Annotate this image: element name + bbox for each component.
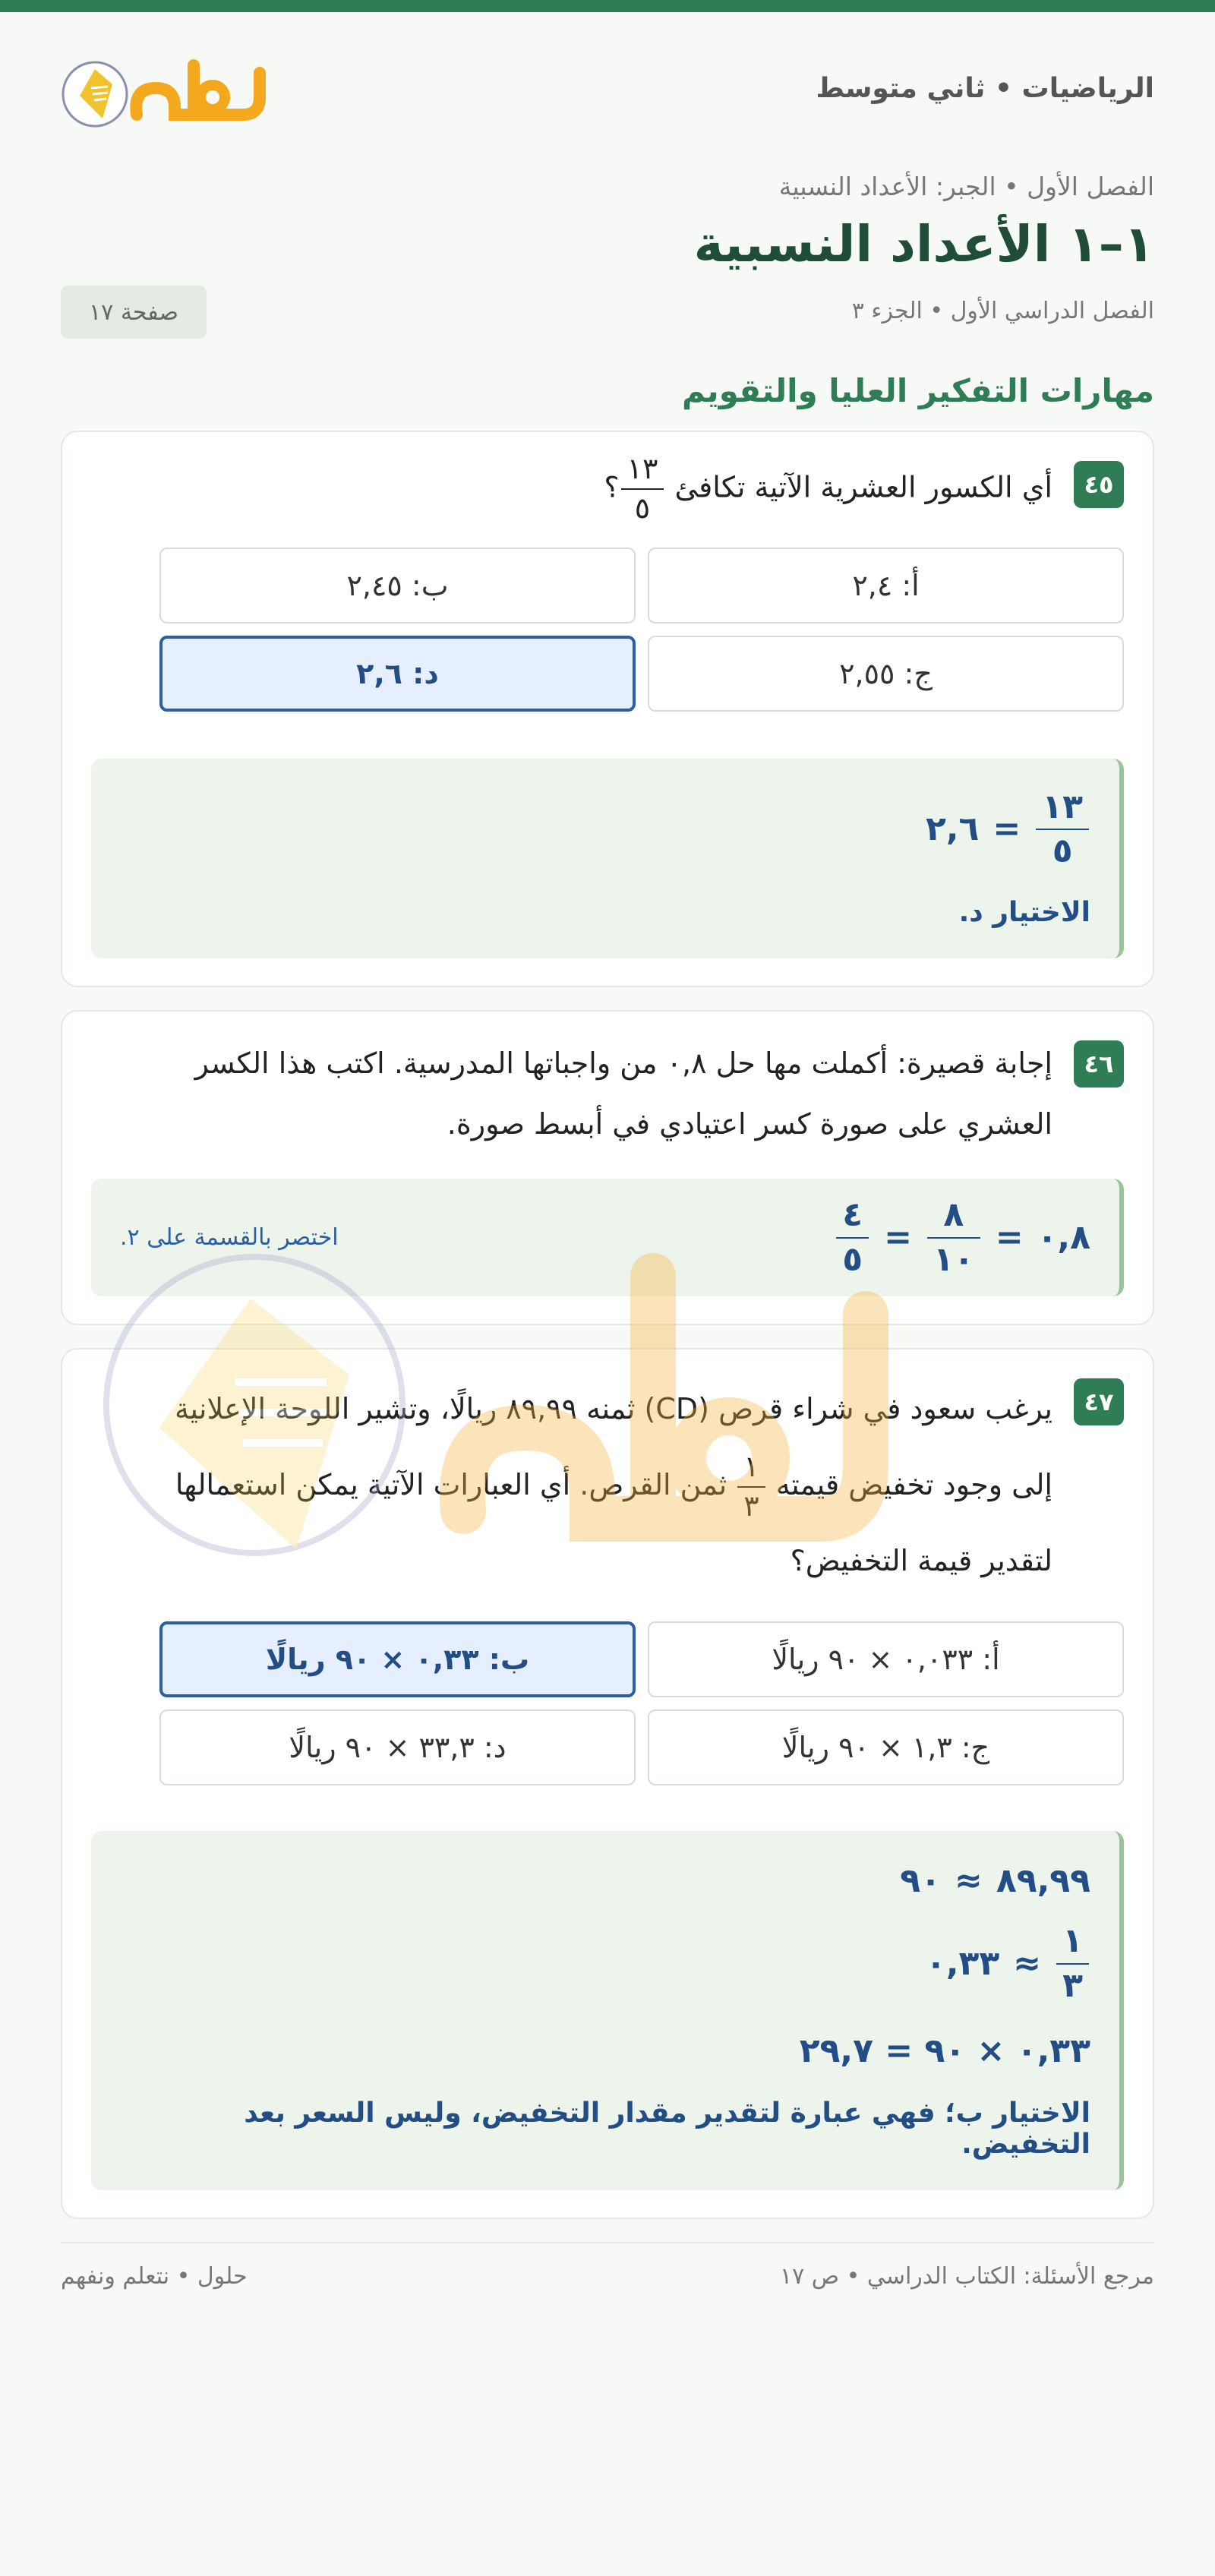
fraction-numerator: ١٣	[1042, 787, 1083, 826]
approx-sign: ≈	[954, 1861, 983, 1901]
question-line-2	[103, 1447, 1052, 1523]
question-text	[604, 453, 1052, 525]
fraction	[740, 1451, 762, 1523]
footer-brand: حلول • نتعلم ونفهم	[61, 2262, 248, 2290]
answer-equation	[835, 1197, 1090, 1278]
choice-c[interactable]: ج: ١,٣ × ٩٠ ريالًا	[648, 1709, 1124, 1785]
fraction-denominator: ٣	[1056, 1963, 1089, 2004]
answer-hint: اختصر بالقسمة على ٢.	[120, 1224, 339, 1252]
choice-d-selected[interactable]: د: ٢,٦	[159, 636, 636, 712]
rounded-value: ٩٠	[900, 1861, 941, 1901]
answer-box	[91, 1179, 1124, 1296]
hulul-logo	[61, 50, 273, 134]
page-header	[61, 12, 1154, 172]
question-line-1: يرغب سعود في شراء قرص (CD) ثمنه ٨٩,٩٩ ريالًا، وتشير اللوحة الإعلانية	[175, 1392, 1052, 1426]
choice-b[interactable]: ب: ٢,٤٥	[159, 548, 636, 623]
question-text: إجابة قصيرة: أكملت مها حل ٠,٨ من واجباتها المدرسية. اكتب هذا الكسر العشري على صورة كسر اعتيادي في أبسط صورة.	[194, 1046, 1052, 1141]
fraction-denominator: ٥	[621, 488, 664, 525]
fraction-numerator: ١	[1062, 1921, 1083, 1961]
fraction-denominator: ١٠	[927, 1237, 980, 1278]
answer-start-value: ٠,٨	[1037, 1218, 1090, 1258]
equals-sign: =	[995, 1218, 1024, 1258]
decimal-value: ٠,٣٣	[925, 1944, 1000, 1984]
answer-line-3: ٠,٣٣ × ٩٠ = ٢٩,٧	[799, 2031, 1090, 2070]
question-text	[103, 1371, 1052, 1599]
page-content	[61, 12, 1154, 2309]
question-mark: ؟	[604, 470, 620, 504]
price-value: ٨٩,٩٩	[996, 1861, 1090, 1901]
page-footer	[61, 2242, 1154, 2309]
approx-sign: ≈	[1013, 1944, 1042, 1984]
lesson-title: ١–١ الأعداد النسبية	[693, 215, 1154, 273]
choice-d[interactable]: د: ٣٣,٣ × ٩٠ ريالًا	[159, 1709, 636, 1785]
choice-a[interactable]: أ: ٢,٤	[648, 548, 1124, 623]
answer-box	[91, 1831, 1124, 2190]
question-number: ٤٦	[1074, 1040, 1124, 1088]
answer-equation	[120, 789, 1090, 870]
fraction-denominator: ٣	[737, 1486, 765, 1523]
footer-source: مرجع الأسئلة: الكتاب الدراسي • ص ١٧	[780, 2262, 1154, 2290]
section-title: مهارات التفكير العليا والتقويم	[681, 372, 1154, 409]
choice-a[interactable]: أ: ٠,٠٣٣ × ٩٠ ريالًا	[648, 1621, 1124, 1697]
question-number: ٤٧	[1074, 1378, 1124, 1425]
answer-line-1	[120, 1861, 1090, 1900]
answer-fraction	[1039, 789, 1086, 870]
meta-row	[61, 286, 1154, 345]
question-line-2-end: ثمن القرص. أي العبارات الآتية يمكن استعمالها	[175, 1468, 727, 1502]
choice-c[interactable]: ج: ٢,٥٥	[648, 636, 1124, 712]
fraction-numerator: ١	[743, 1449, 759, 1483]
answer-fraction	[1059, 1923, 1086, 2004]
fraction-numerator: ٨	[943, 1195, 964, 1235]
breadcrumb: الرياضيات • ثاني متوسط	[816, 73, 1154, 104]
question-card-47	[61, 1348, 1154, 2219]
equals-sign: =	[884, 1218, 912, 1258]
answer-result: ٢,٦	[925, 810, 980, 849]
question-number: ٤٥	[1074, 461, 1124, 508]
answer-box	[91, 759, 1124, 959]
fraction-numerator: ١٣	[626, 452, 658, 485]
fraction-denominator: ٥	[1036, 829, 1089, 870]
question-line-2-start: إلى وجود تخفيض قيمته	[775, 1468, 1052, 1502]
question-text-start: أي الكسور العشرية الآتية تكافئ	[674, 470, 1052, 504]
question-line-3: لتقدير قيمة التخفيض؟	[790, 1544, 1052, 1578]
choices-grid	[159, 1621, 1124, 1785]
answer-line-2	[120, 1923, 1090, 2004]
page-badge: صفحة ١٧	[61, 286, 207, 339]
choice-b-selected[interactable]: ب: ٠,٣٣ × ٩٠ ريالًا	[159, 1621, 636, 1697]
answer-note: الاختيار د.	[958, 897, 1090, 929]
answer-fraction-2	[839, 1197, 866, 1278]
top-accent-bar	[0, 0, 1215, 12]
term-label: الفصل الدراسي الأول • الجزء ٣	[851, 298, 1154, 324]
fraction	[624, 453, 661, 525]
question-card-45	[61, 431, 1154, 987]
chapter-label: الفصل الأول • الجبر: الأعداد النسبية	[778, 172, 1154, 201]
fraction-denominator: ٥	[836, 1237, 869, 1278]
answer-fraction-1	[930, 1197, 977, 1278]
question-card-46	[61, 1010, 1154, 1325]
equals-sign: =	[993, 810, 1021, 849]
choices-grid	[159, 548, 1124, 712]
fraction-numerator: ٤	[842, 1195, 863, 1235]
answer-note: الاختيار ب؛ فهي عبارة لتقدير مقدار التخفيض، وليس السعر بعد التخفيض.	[244, 2097, 1090, 2160]
